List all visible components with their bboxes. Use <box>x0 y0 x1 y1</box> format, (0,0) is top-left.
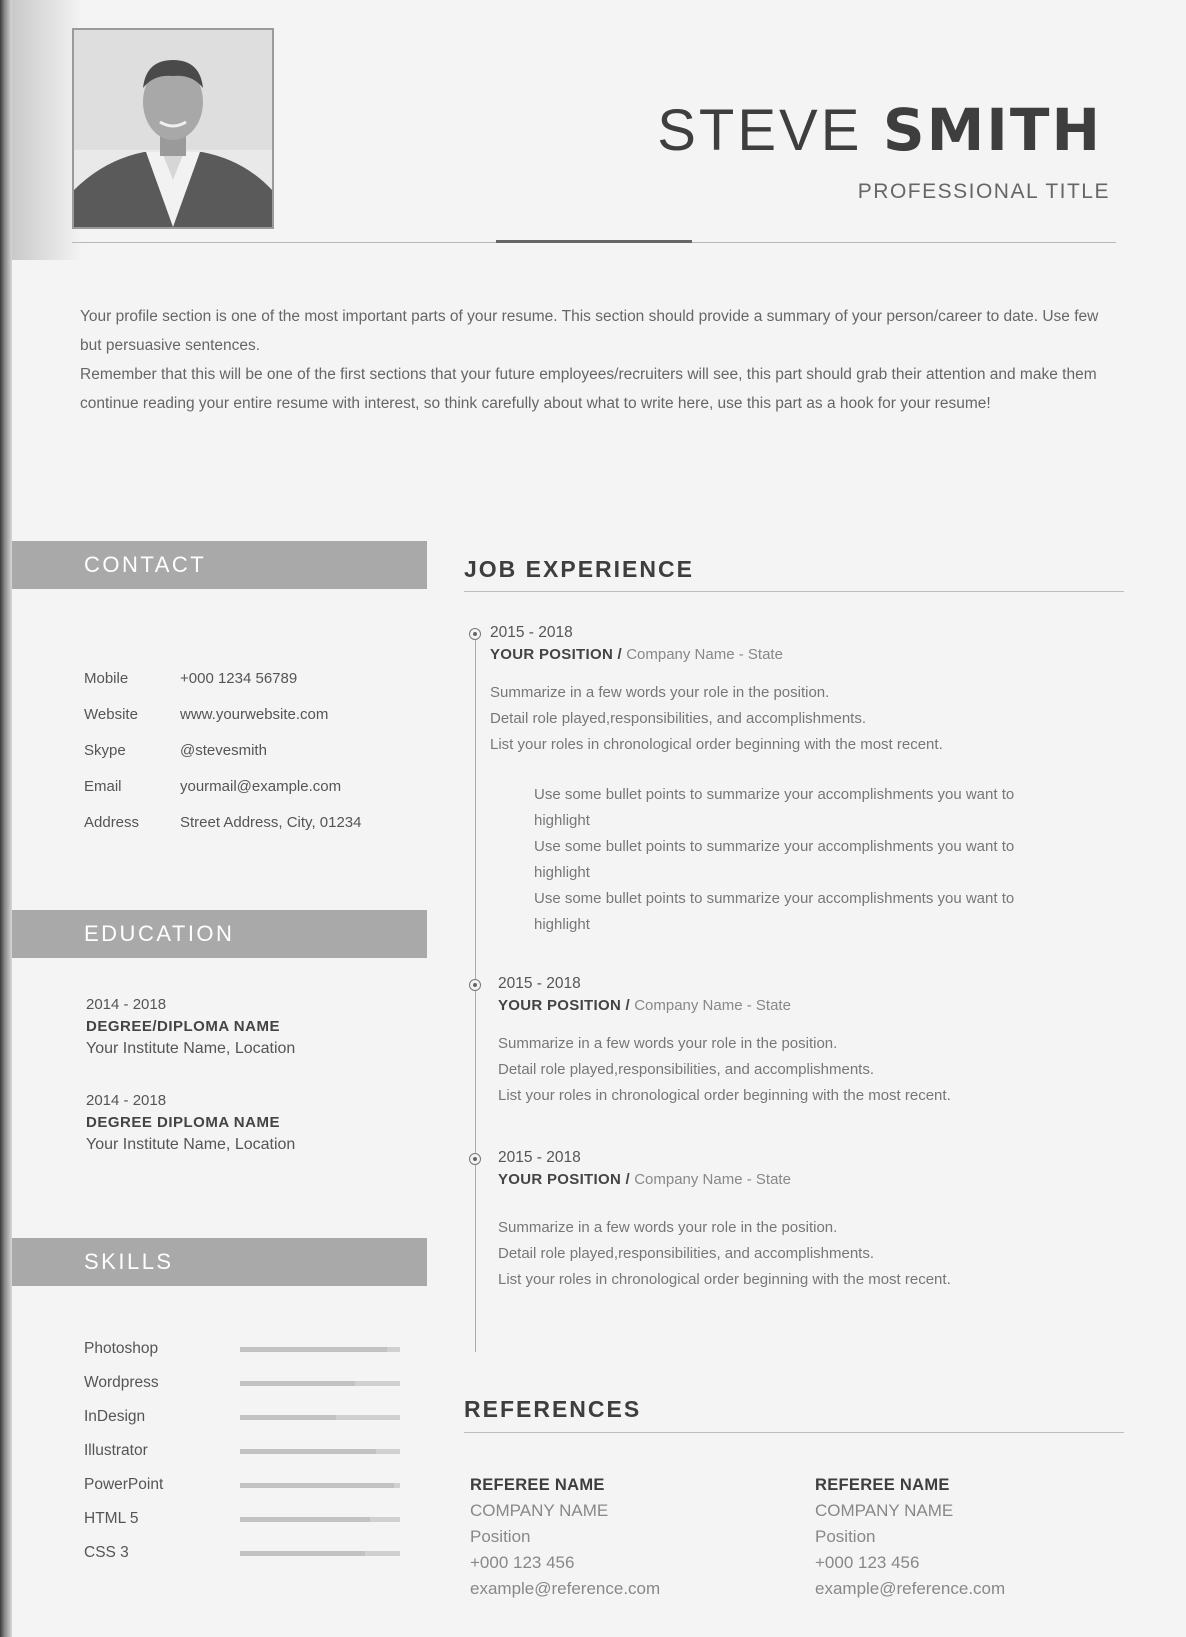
references-divider <box>464 1432 1124 1433</box>
skill-row <box>84 1404 414 1438</box>
skill-bar-fill <box>240 1415 336 1420</box>
contact-value: yourmail@example.com <box>180 777 342 795</box>
job-bullets <box>490 782 1060 938</box>
skill-bar-fill <box>240 1483 394 1488</box>
skill-name: Illustrator <box>84 1442 148 1459</box>
skill-bar-track <box>240 1483 400 1488</box>
skill-bar-fill <box>240 1347 387 1352</box>
education-institute: Your Institute Name, Location <box>86 1040 296 1057</box>
skill-bar-fill <box>240 1517 370 1522</box>
job-company: Company Name - State <box>626 646 783 663</box>
job-description <box>490 680 1090 758</box>
skill-bar-fill <box>240 1551 365 1556</box>
contact-row-mobile <box>84 660 414 696</box>
job-years: 2015 - 2018 <box>498 975 581 992</box>
referee-company: COMPANY NAME <box>470 1501 609 1520</box>
referee-phone: +000 123 456 <box>815 1553 920 1572</box>
education-heading: EDUCATION <box>12 910 427 958</box>
skills-heading: SKILLS <box>12 1238 427 1286</box>
job-position-line <box>498 995 1098 1017</box>
job-description-line: Detail role played,responsibilities, and accomplishments. <box>490 710 867 727</box>
referee-position: Position <box>470 1527 531 1546</box>
skill-bar-track <box>240 1551 400 1556</box>
contact-label: Email <box>84 777 122 795</box>
skill-row <box>84 1370 414 1404</box>
last-name: SMITH <box>882 96 1102 164</box>
job-description-line: List your roles in chronological order beginning with the most recent. <box>498 1087 951 1104</box>
experience-heading: JOB EXPERIENCE <box>464 556 694 582</box>
profile-paragraph: Remember that this will be one of the first sections that your future employees/recruiters will see, this part should grab their attention and make them continue reading your entire resume with interest, so think carefully about what to write here, use this part as a hook for your resume! <box>80 366 1097 412</box>
referee-name: REFEREE NAME <box>815 1476 950 1494</box>
contact-heading: CONTACT <box>12 541 427 589</box>
job-position-line <box>498 1169 1098 1191</box>
timeline-line <box>475 640 476 1352</box>
job-bullet: Use some bullet points to summarize your accomplishments you want to highlight <box>534 890 1015 933</box>
job-position: YOUR POSITION / <box>498 1171 631 1188</box>
contact-list <box>84 660 414 840</box>
contact-label: Website <box>84 705 138 723</box>
skill-name: InDesign <box>84 1408 146 1425</box>
job-description <box>498 1215 1098 1293</box>
job-position: YOUR POSITION / <box>498 997 631 1014</box>
contact-value: Street Address, City, 01234 <box>180 813 362 831</box>
skill-name: CSS 3 <box>84 1544 129 1561</box>
timeline-dot-icon <box>469 1153 481 1165</box>
contact-row-email <box>84 768 414 804</box>
job-company: Company Name - State <box>634 997 791 1014</box>
reference-card <box>470 1472 770 1602</box>
person-portrait-icon <box>74 30 272 227</box>
referee-name: REFEREE NAME <box>470 1476 605 1494</box>
job-company: Company Name - State <box>634 1171 791 1188</box>
job-entry <box>490 622 1090 938</box>
profile-paragraph: Your profile section is one of the most important parts of your resume. This section should provide a summary of your person/career to date. Use few but persuasive sentences. <box>80 308 1099 354</box>
skill-name: Wordpress <box>84 1374 159 1391</box>
education-years: 2014 - 2018 <box>86 1092 167 1109</box>
skill-bar-fill <box>240 1449 376 1454</box>
job-description-line: Detail role played,responsibilities, and accomplishments. <box>498 1245 875 1262</box>
profile-summary <box>80 302 1120 418</box>
contact-value: www.yourwebsite.com <box>180 705 329 723</box>
contact-label: Address <box>84 813 140 831</box>
skill-bar-track <box>240 1449 400 1454</box>
professional-title: PROFESSIONAL TITLE <box>857 180 1110 203</box>
skill-row <box>84 1540 414 1574</box>
job-years: 2015 - 2018 <box>490 624 573 641</box>
contact-label: Skype <box>84 741 126 759</box>
skill-bar-track <box>240 1381 400 1386</box>
job-bullet: Use some bullet points to summarize your accomplishments you want to highlight <box>534 786 1015 829</box>
contact-row-skype <box>84 732 414 768</box>
job-position-line <box>490 644 1090 666</box>
skill-row <box>84 1472 414 1506</box>
skill-bar-track <box>240 1517 400 1522</box>
full-name <box>657 96 1102 164</box>
skill-row <box>84 1506 414 1540</box>
skill-name: PowerPoint <box>84 1476 164 1493</box>
job-description-line: Summarize in a few words your role in the position. <box>498 1219 838 1236</box>
job-description-line: Detail role played,responsibilities, and accomplishments. <box>498 1061 875 1078</box>
job-description-line: List your roles in chronological order beginning with the most recent. <box>490 736 943 753</box>
education-degree: DEGREE DIPLOMA NAME <box>86 1114 280 1131</box>
referee-position: Position <box>815 1527 876 1546</box>
skill-name: Photoshop <box>84 1340 159 1357</box>
references-heading: REFERENCES <box>464 1396 642 1422</box>
skill-bar-track <box>240 1347 400 1352</box>
job-entry <box>498 973 1098 1109</box>
skills-list <box>84 1336 414 1574</box>
skill-row <box>84 1336 414 1370</box>
education-entry <box>86 994 416 1060</box>
job-description-line: Summarize in a few words your role in the position. <box>498 1035 838 1052</box>
referee-email: example@reference.com <box>815 1579 1006 1598</box>
contact-label: Mobile <box>84 669 129 687</box>
timeline-dot-icon <box>469 628 481 640</box>
reference-card <box>815 1472 1115 1602</box>
profile-photo <box>72 28 274 229</box>
skill-bar-track <box>240 1415 400 1420</box>
education-institute: Your Institute Name, Location <box>86 1136 296 1153</box>
page-edge-shadow <box>0 0 12 1637</box>
first-name: STEVE <box>657 98 863 163</box>
job-description-line: Summarize in a few words your role in the position. <box>490 684 830 701</box>
header-accent-bar <box>496 240 692 243</box>
contact-value: +000 1234 56789 <box>180 669 298 687</box>
job-description <box>498 1031 1098 1109</box>
job-entry <box>498 1147 1098 1293</box>
education-years: 2014 - 2018 <box>86 996 167 1013</box>
referee-company: COMPANY NAME <box>815 1501 954 1520</box>
education-degree: DEGREE/DIPLOMA NAME <box>86 1018 280 1035</box>
job-description-line: List your roles in chronological order beginning with the most recent. <box>498 1271 951 1288</box>
referee-phone: +000 123 456 <box>470 1553 575 1572</box>
education-entry <box>86 1090 416 1156</box>
contact-row-website <box>84 696 414 732</box>
referee-email: example@reference.com <box>470 1579 661 1598</box>
contact-value: @stevesmith <box>180 741 267 759</box>
skill-row <box>84 1438 414 1472</box>
job-bullet: Use some bullet points to summarize your accomplishments you want to highlight <box>534 838 1015 881</box>
contact-row-address <box>84 804 414 840</box>
job-years: 2015 - 2018 <box>498 1149 581 1166</box>
skill-bar-fill <box>240 1381 355 1386</box>
skill-name: HTML 5 <box>84 1510 139 1527</box>
experience-divider <box>464 591 1124 592</box>
timeline-dot-icon <box>469 979 481 991</box>
job-position: YOUR POSITION / <box>490 646 623 663</box>
